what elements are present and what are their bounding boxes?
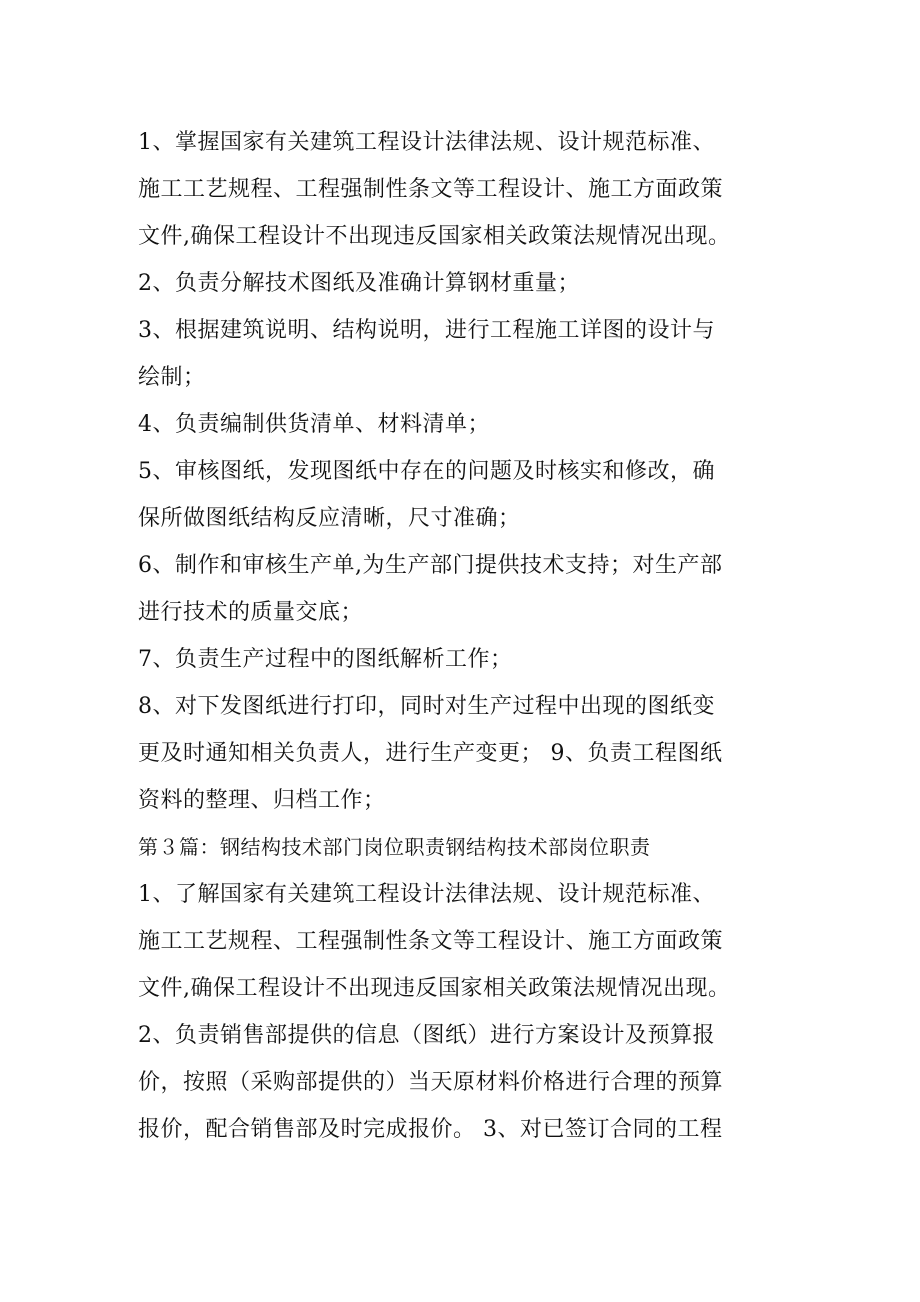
text-line: 进行技术的质量交底； xyxy=(138,600,364,625)
document-body xyxy=(138,119,798,1153)
text-line: 价，按照（采购部提供的）当天原材料价格进行合理的预算 xyxy=(138,1070,724,1095)
text-line: 3、根据建筑说明、结构说明，进行工程施工详图的设计与 xyxy=(138,318,715,343)
text-line: 1、掌握国家有关建筑工程设计法律法规、设计规范标准、 xyxy=(138,130,715,155)
text-line: 1、了解国家有关建筑工程设计法律法规、设计规范标准、 xyxy=(138,882,715,907)
text-line: 施工工艺规程、工程强制性条文等工程设计、施工方面政策 xyxy=(138,929,724,954)
text-line: 8、对下发图纸进行打印，同时对生产过程中出现的图纸变 xyxy=(138,694,715,719)
text-line: 施工工艺规程、工程强制性条文等工程设计、施工方面政策 xyxy=(138,177,724,202)
text-line: 2、负责分解技术图纸及准确计算钢材重量； xyxy=(138,271,580,296)
text-line: 绘制； xyxy=(138,365,206,390)
text-line: 资料的整理、归档工作； xyxy=(138,788,386,813)
text-line: 6、制作和审核生产单,为生产部门提供技术支持；对生产部 xyxy=(138,553,723,578)
section-heading: 第３篇：钢结构技术部门岗位职责钢结构技术部岗位职责 xyxy=(138,835,651,859)
text-line: 更及时通知相关负责人，进行生产变更； 9、负责工程图纸 xyxy=(138,741,723,766)
text-line: 保所做图纸结构反应清晰，尺寸准确； xyxy=(138,506,521,531)
text-line: 文件,确保工程设计不出现违反国家相关政策法规情况出现。 xyxy=(138,224,731,249)
text-line: 7、负责生产过程中的图纸解析工作； xyxy=(138,647,513,672)
text-line: 4、负责编制供货清单、材料清单； xyxy=(138,412,490,437)
text-line: 报价，配合销售部及时完成报价。 3、对已签订合同的工程 xyxy=(138,1117,723,1142)
text-line: 5、审核图纸，发现图纸中存在的问题及时核实和修改，确 xyxy=(138,459,715,484)
text-line: 2、负责销售部提供的信息（图纸）进行方案设计及预算报 xyxy=(138,1023,715,1048)
text-line: 文件,确保工程设计不出现违反国家相关政策法规情况出现。 xyxy=(138,976,731,1001)
